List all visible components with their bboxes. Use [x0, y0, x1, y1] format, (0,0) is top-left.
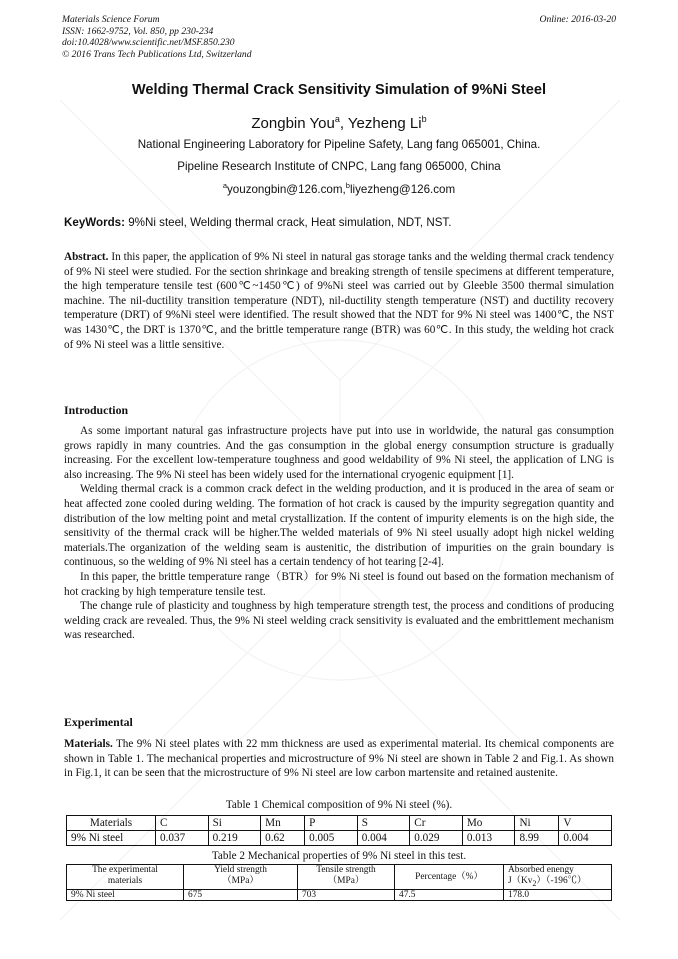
- header-subscript: 2: [532, 878, 537, 888]
- table-header-row: [67, 865, 612, 890]
- doi-line: doi:10.4028/www.scientific.net/MSF.850.230: [62, 37, 235, 48]
- copyright-line: © 2016 Trans Tech Publications Ltd, Switzerland: [62, 48, 252, 60]
- paper-title: Welding Thermal Crack Sensitivity Simulation of 9%Ni Steel: [131, 82, 547, 98]
- author-name: Yezheng Li: [347, 115, 422, 132]
- materials-label: Materials.: [64, 738, 113, 750]
- table-cell: P: [305, 816, 358, 831]
- header-text: Tensile strength: [316, 865, 376, 875]
- header-text-part: J（Kv: [508, 875, 533, 886]
- table-cell: Si: [208, 816, 261, 831]
- journal-name: Materials Science Forum: [62, 14, 160, 25]
- affiliation-line: Pipeline Research Institute of CNPC, Lang fang 065000, China: [177, 160, 501, 173]
- table-cell: 0.219: [208, 831, 261, 846]
- author-affiliation-mark: b: [421, 114, 427, 124]
- materials-text: The 9% Ni steel plates with 22 mm thickness are used as experimental material. Its chemical components are shown in Table 1. The mechanical properties and microstructure of 9% Ni steel are shown in Table 2 and Fig.1. As shown in Fig.1, it can be seen that the microstructure of 9% Ni steel are low carbon martensite and retained austenite.: [64, 738, 614, 780]
- table-cell: Mo: [462, 816, 515, 831]
- header-text: Absorbed enengy: [508, 865, 574, 875]
- introduction-body: [64, 424, 614, 643]
- affiliation-line: National Engineering Laboratory for Pipeline Safety, Lang fang 065001, China.: [137, 138, 541, 151]
- table-cell: Mn: [261, 816, 305, 831]
- table1-caption: Table 1 Chemical composition of 9% Ni steel (%).: [225, 799, 453, 811]
- publication-metadata: [62, 14, 252, 60]
- table-cell: 9% Ni steel: [67, 889, 184, 901]
- table-cell: 0.004: [559, 831, 612, 846]
- table1-chemical-composition: [66, 815, 612, 846]
- paragraph: Welding thermal crack is a common crack defect in the welding production, and it is produced in the area of seam or heat affected zone cooled during welding. The formation of hot crack is caused by the impurity segregation quantity and distribution of the low melting point and metal crystallization. If the content of impurity elements is on the high side, the sensitivity of the thermal crack will be higher.The welded materials of 9% Ni steel usually adopt high nickel welding materials.The organization of the welding seam is austenitic, the distribution of impurities on the grain boundary is continuous, so the welding of 9% Ni steel has a certain tendency of hot tearing [2-4].: [64, 483, 614, 569]
- table-cell: 0.037: [156, 831, 209, 846]
- header-text: （MPa）: [327, 875, 365, 886]
- email-address: liyezheng@126.com: [349, 182, 456, 196]
- keywords-label: KeyWords:: [64, 216, 125, 229]
- author-name: Zongbin You: [251, 115, 335, 132]
- table2-mechanical-properties: [66, 864, 612, 901]
- table-cell: 9% Ni steel: [67, 831, 156, 846]
- author-line: [0, 114, 678, 132]
- header-text: （MPa）: [222, 875, 259, 886]
- table-cell: 0.004: [357, 831, 410, 846]
- experimental-body: [64, 737, 614, 781]
- table-header-row: [67, 816, 612, 831]
- section-heading-experimental: Experimental: [64, 715, 133, 729]
- author-affiliation-mark: a: [334, 114, 340, 124]
- header-text: The experimental: [92, 865, 158, 875]
- table-cell: 178.0: [504, 889, 612, 901]
- keywords-text: 9%Ni steel, Welding thermal crack, Heat simulation, NDT, NST.: [125, 216, 452, 229]
- table-cell: 0.013: [462, 831, 515, 846]
- email-mark: a: [222, 181, 227, 190]
- table-cell: C: [156, 816, 209, 831]
- header-text: [508, 876, 607, 889]
- issn-line: ISSN: 1662-9752, Vol. 850, pp 230-234: [62, 25, 214, 37]
- paragraph: The change rule of plasticity and toughness by high temperature strength test, the process and conditions of producing welding crack are revealed. Thus, the 9% Ni steel welding crack sensitivity is evaluated and the embrittlement mechanism was researched.: [64, 600, 614, 642]
- table-cell: [504, 865, 612, 890]
- table-row: [67, 889, 612, 901]
- table-cell: 0.62: [261, 831, 305, 846]
- table-cell: Ni: [515, 816, 559, 831]
- table-cell: 0.029: [410, 831, 463, 846]
- table-cell: 47.5: [395, 889, 504, 901]
- email-mark: b: [345, 181, 350, 190]
- table-cell: 0.005: [305, 831, 358, 846]
- table-cell: Materials: [67, 816, 156, 831]
- header-text: materials: [107, 875, 143, 886]
- table-cell: V: [559, 816, 612, 831]
- table-cell: Percentage（%）: [395, 865, 504, 890]
- table-cell: 8.99: [515, 831, 559, 846]
- abstract-text: In this paper, the application of 9% Ni steel in natural gas storage tanks and the welding thermal crack tendency of 9% Ni steel were studied. For the section shrinkage and breaking strength of tensile specimens at different temperature, the high temperature tensile test (600℃~1450℃) of 9%Ni steel was carried out by Gleeble 3500 thermal simulation machine. The nil-ductility transition temperature (NDT), nil-ductility stength temperature (NST) and ductility recovery temperature (DRT) of 9%Ni steel were identified. The result showed that the NDT for 9% Ni steel was 1400℃, the NST was 1430℃, the DRT is 1370℃, and the brittle temperature range (BTR) was 60℃. In this study, the welding hot crack of 9% Ni steel was a little sensitive.: [64, 251, 614, 351]
- table2-caption: Table 2 Mechanical properties of 9% Ni steel in this test.: [211, 850, 467, 862]
- table-cell: Cr: [410, 816, 463, 831]
- header-text-part: ）（-196℃）: [536, 875, 587, 886]
- paragraph: In this paper, the brittle temperature range（BTR）for 9% Ni steel is found out based on the formation mechanism of hot cracking by high temperature tensile test.: [64, 570, 614, 598]
- table-cell: 703: [298, 889, 395, 901]
- email-address: youzongbin@126.com,: [227, 182, 346, 196]
- abstract: [64, 250, 614, 352]
- abstract-label: Abstract.: [64, 251, 109, 263]
- online-date: Online: 2016-03-20: [539, 14, 616, 25]
- table-row: [67, 831, 612, 846]
- table-cell: [67, 865, 184, 890]
- table-cell: [184, 865, 298, 890]
- section-heading-introduction: Introduction: [64, 403, 129, 417]
- email-line: [0, 181, 678, 196]
- keywords: [64, 216, 614, 229]
- author-separator: ,: [339, 115, 348, 132]
- paragraph: As some important natural gas infrastructure projects have put into use in worldwide, the natural gas consumption grows rapidly in many countries. And the gas consumption in the global energy consumption structure is gradually increasing. For the excellent low-temperature toughness and good weldability of 9% Ni steel, the application of LNG is also increasing. The 9% Ni steel has been widely used for the international cryogenic equipment [1].: [64, 425, 614, 481]
- table-cell: S: [357, 816, 410, 831]
- table-cell: 675: [184, 889, 298, 901]
- header-text: Yield strength: [214, 865, 267, 875]
- table-cell: [298, 865, 395, 890]
